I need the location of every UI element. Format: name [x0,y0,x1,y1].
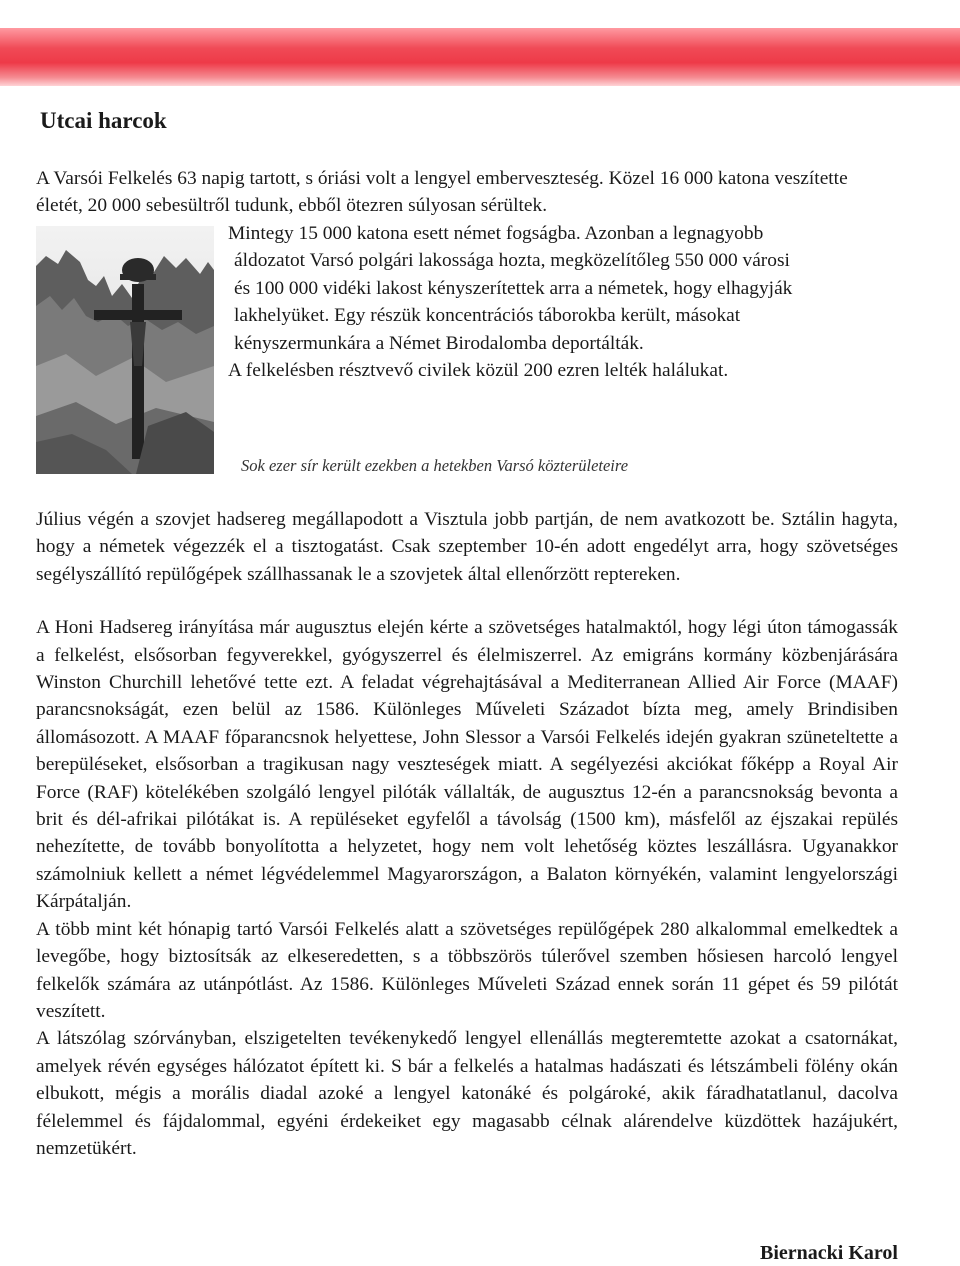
article-title: Utcai harcok [40,108,167,133]
intro-paragraph-top: A Varsói Felkelés 63 napig tartott, s óriási volt a lengyel emberveszteség. Közel 16 000 katona veszítette életét, 20 000 sebesültről tudunk, ebből ötezren súlyosan sérültek. [36,168,848,216]
intro-line: áldozatot Varsó polgári lakossága hozta, megközelítőleg 550 000 városi [234,250,790,272]
author-signature: Biernacki Karol [760,1242,898,1264]
photo-caption: Sok ezer sír került ezekben a hetekben Varsó közterületeire [241,456,629,475]
intro-line: lakhelyüket. Egy részük koncentrációs táborokba került, másokat [234,305,741,327]
paragraph-soviet-army: Július végén a szovjet hadsereg megállapodott a Visztula jobb partján, de nem avatkozott be. Sztálin hagyta, hogy a németek végezzék el a tisztogatást. Csak szeptember 10-én adott engedélyt arra, hogy szövetséges segélyszállító repülőgépek szállhassanak le a szovjetek által ellenőrzött reptereken. [36,509,898,585]
intro-line: kényszermunkára a Német Birodalomba deportálták. [234,332,644,354]
header-red-bar [0,28,960,86]
paragraph-conclusion: A látszólag szórványban, elszigetelten tevékenykedő lengyel ellenállás megteremtette azokat a csatornákat, amelyek révén egységes hálózatot épített ki. S bár a felkelés a hatalmas hadászati és létszámbeli fölény okán elbukott, mégis a morális diadal azoké a lengyel katonáké és polgároké, akik fáradhatatlanul, dacolva félelemmel és fájdalommal, egyéni érdekeiket egy magasabb célnak alárendelve küzdöttek hazájukért, nemzetükért. [36,1028,898,1159]
intro-line: és 100 000 vidéki lakost kényszerítettek arra a németek, hogy elhagyják [234,277,793,299]
header-band [0,0,960,88]
paragraph-airlift: A Honi Hadsereg irányítása már augusztus elején kérte a szövetséges hatalmaktól, hogy légi úton támogassák a felkelést, elsősorban fegyverekkel, gyógyszerrel és élelmiszerrel. Az emigráns kormány közbenjárására Winston Churchill lehetővé tette ezt. A feladat végrehajtásával a Mediterranean Allied Air Force (MAAF) parancsnokságát, ezen belül az 1586. Különleges Műveleti Századot bízta meg, amely Brindisiben állomásozott. A MAAF főparancsnok helyettese, John Slessor a Varsói Felkelés idején gyakran szüneteltette a berepüléseket, elsősorban a tragikusan nagy veszteségek miatt. A segélyezési akciókat főképp a Royal Air Force (RAF) kötelékében szolgáló lengyel pilóták vállalták, de augusztus 12-én a parancsnokság bevonta a brit és dél-afrikai pilótákat is. A repüléseket egyfelől a távolság (1500 km), másfelől az éjszakai repülés nehezítette, de tovább bonyolította a helyzetet, hogy nem volt lehetőség köztes leszállásra. Ugyanakkor számolniuk kellett a német légvédelemmel Magyarországon, a Balaton környékén, valamint lengyelországi Kárpátalján. [36,617,898,913]
intro-line: A felkelésben résztvevő civilek közül 200 ezren lelték halálukat. [228,360,729,382]
intro-paragraph-wrapped [228,220,898,384]
intro-line: Mintegy 15 000 katona esett német fogságba. Azonban a legnagyobb [228,223,764,244]
paragraph-flights: A több mint két hónapig tartó Varsói Felkelés alatt a szövetséges repülőgépek 280 alkalommal emelkedtek a levegőbe, hogy biztosítsák az elkeseredetten, s a többszörös túlerővel szemben hősiesen harcoló lengyel felkelők számára az utánpótlást. Az 1586. Különleges Műveleti Század ennek során 11 gépet és 59 pilótát veszített. [36,918,898,1022]
grave-cross-photo [36,226,214,474]
article-body [36,506,898,1162]
